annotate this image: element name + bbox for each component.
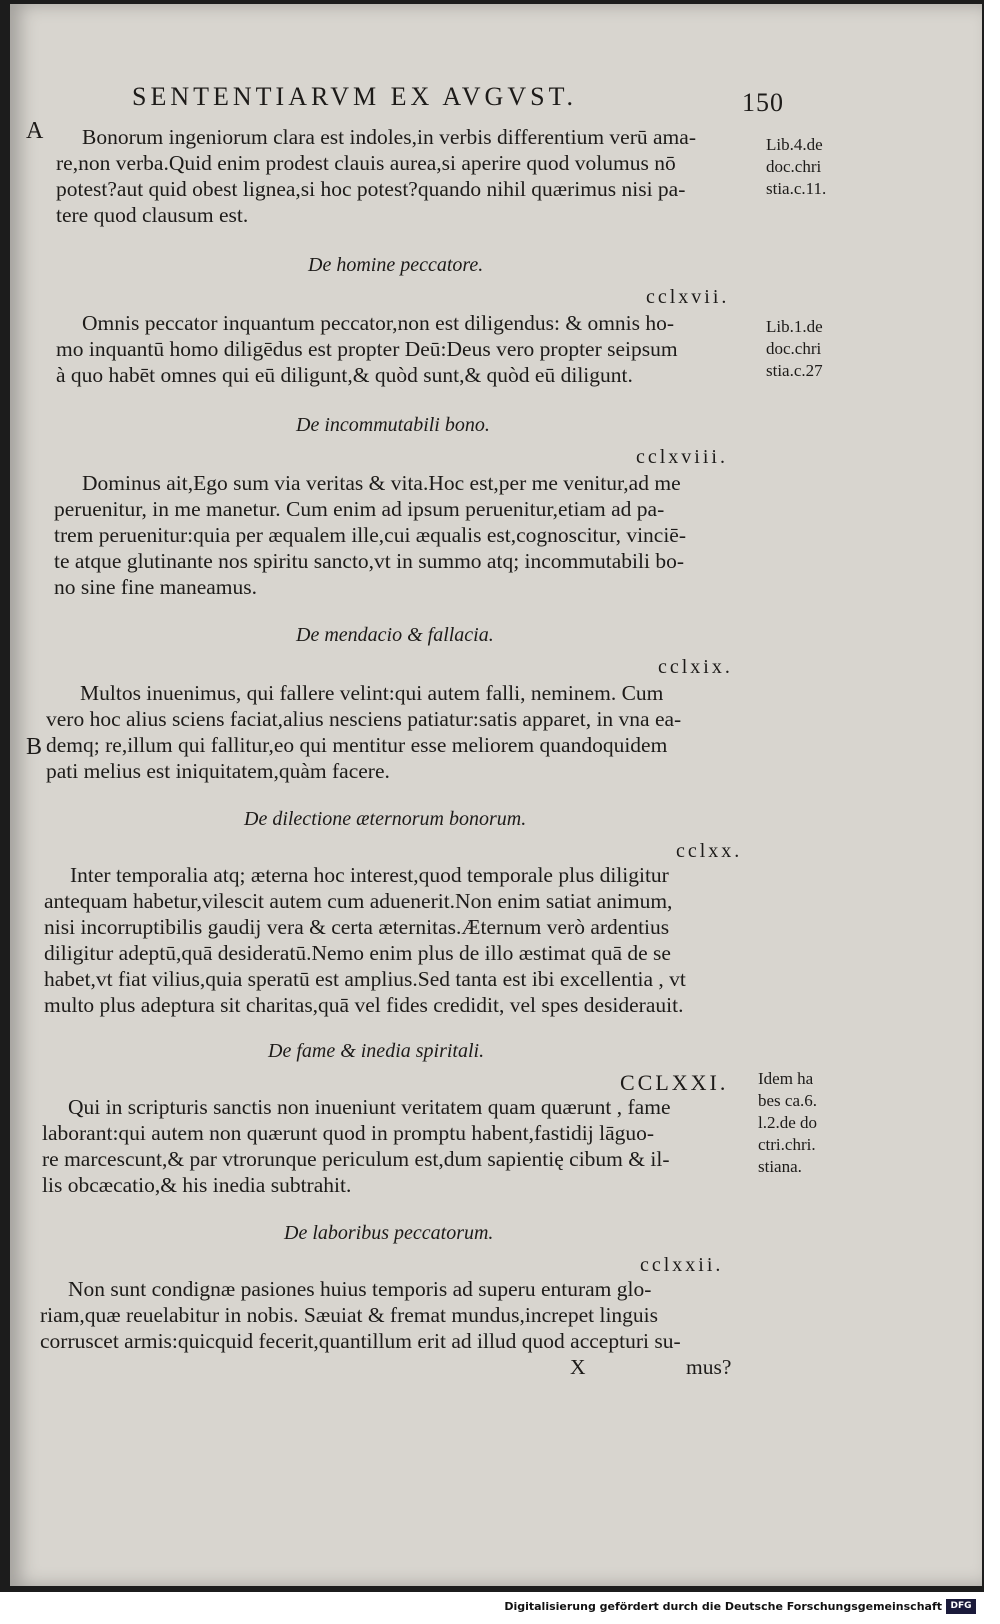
text-line: potest?aut quid obest lignea,si hoc potest?quando nihil quærimus nisi pa- [56, 177, 686, 201]
margin-note-line: stiana. [758, 1157, 802, 1176]
text-line: Multos inuenimus, qui fallere velint:qui autem falli, neminem. Cum [80, 681, 664, 705]
text-line: riam,quæ reuelabitur in nobis. Sæuiat & fremat mundus,increpet linguis [40, 1303, 659, 1327]
running-title: SENTENTIARVM EX AVGVST. [132, 82, 578, 111]
margin-note-line: doc.chri [766, 157, 822, 176]
section-title: De mendacio & fallacia. [296, 624, 494, 646]
section-number: cclxxii. [640, 1254, 724, 1276]
text-line: Inter temporalia atq; æterna hoc interest,quod temporale plus diligitur [70, 863, 669, 887]
text-line: habet,vt fiat vilius,quia speratū est amplius.Sed tanta est ibi excellentia , vt [44, 967, 686, 991]
funding-credit: Digitalisierung gefördert durch die Deutsche Forschungsgemeinschaft [504, 1600, 942, 1613]
text-line: vero hoc alius sciens faciat,alius nesciens patiatur:satis apparet, in vna ea- [46, 707, 682, 731]
margin-note-line: ctri.chri. [758, 1135, 816, 1154]
section-title: De homine peccatore. [308, 254, 484, 276]
text-line: mo inquantū homo diligēdus est propter Deū:Deus vero propter seipsum [56, 337, 678, 361]
text-line: no sine fine maneamus. [54, 575, 258, 599]
text-line: Qui in scripturis sanctis non inueniunt veritatem quam quærunt , fame [68, 1095, 671, 1119]
text-line: peruenitur, in me manetur. Cum enim ad ipsum peruenitur,etiam ad pa- [54, 497, 665, 521]
section-title: De incommutabili bono. [296, 414, 490, 436]
text-line: tere quod clausum est. [56, 203, 249, 227]
section-number: CCLXXI. [620, 1070, 729, 1095]
text-line: lis obcæcatio,& his inedia subtrahit. [42, 1173, 352, 1197]
margin-note-line: Idem ha [758, 1069, 814, 1088]
section-number: cclxix. [658, 656, 733, 678]
text-line: Bonorum ingeniorum clara est indoles,in verbis differentium verū ama- [82, 125, 696, 149]
text-line: demq; re,illum qui fallitur,eo qui mentitur esse meliorem quandoquidem [46, 733, 668, 757]
section-number: cclxvii. [646, 286, 730, 308]
signature-mark: X [570, 1355, 586, 1379]
margin-note-line: stia.c.11. [766, 179, 827, 198]
section-title: De fame & inedia spiritali. [268, 1040, 485, 1062]
margin-note-line: l.2.de do [758, 1113, 818, 1132]
text-line: te atque glutinante nos spiritu sancto,vt in summo atq; incommutabili bo- [54, 549, 684, 573]
text-line: multo plus adeptura sit charitas,quā vel fides credidit, vel spes desiderauit. [44, 993, 684, 1017]
text-line: Omnis peccator inquantum peccator,non est diligendus: & omnis ho- [82, 311, 675, 335]
text-line: re,non verba.Quid enim prodest clauis aurea,si aperire quod volumus nō [56, 151, 676, 175]
section-number: cclxx. [676, 840, 743, 862]
text-line: Dominus ait,Ego sum via veritas & vita.Hoc est,per me venitur,ad me [82, 471, 681, 495]
text-line: corruscet armis:quicquid fecerit,quantillum erit ad illud quod accepturi su- [40, 1329, 681, 1353]
margin-note-line: bes ca.6. [758, 1091, 818, 1110]
text-line: pati melius est iniquitatem,quàm facere. [46, 759, 390, 783]
section-title: De laboribus peccatorum. [284, 1222, 494, 1244]
text-line: à quo habēt omnes qui eū diligunt,& quòd sunt,& quòd eū diligunt. [56, 363, 633, 387]
text-line: nisi incorruptibilis gaudij vera & certa æternitas.Æternum verò ardentius [44, 915, 670, 939]
margin-note-line: stia.c.27 [766, 361, 823, 380]
text-line: re marcescunt,& par vtrorunque periculum est,dum sapientię cibum & il- [42, 1147, 670, 1171]
section-title: De dilectione æternorum bonorum. [244, 808, 527, 830]
text-line: diligitur adeptū,quā desideratū.Nemo enim plus de illo æstimat quā de se [44, 941, 671, 965]
text-line: Non sunt condignæ pasiones huius temporis ad superu enturam glo- [68, 1277, 652, 1301]
margin-note-line: doc.chri [766, 339, 822, 358]
text-line: laborant:qui autem non quærunt quod in promptu habent,fastidij lāguo- [42, 1121, 655, 1145]
margin-note-line: Lib.1.de [766, 317, 823, 336]
section-marker-a: A [26, 118, 44, 144]
catchword: mus? [686, 1355, 732, 1379]
book-page [10, 4, 982, 1586]
text-line: antequam habetur,vilescit autem cum aduenerit.Non enim satiat animum, [44, 889, 673, 913]
text-line: trem peruenitur:quia per æqualem ille,cui æqualis est,cognoscitur, vinciē- [54, 523, 687, 547]
folio-number: 150 [742, 88, 784, 117]
section-marker-b: B [26, 734, 43, 760]
digitization-footer [0, 1596, 984, 1620]
section-number: cclxviii. [636, 446, 728, 468]
margin-note-line: Lib.4.de [766, 135, 823, 154]
dfg-logo: DFG [946, 1599, 976, 1614]
